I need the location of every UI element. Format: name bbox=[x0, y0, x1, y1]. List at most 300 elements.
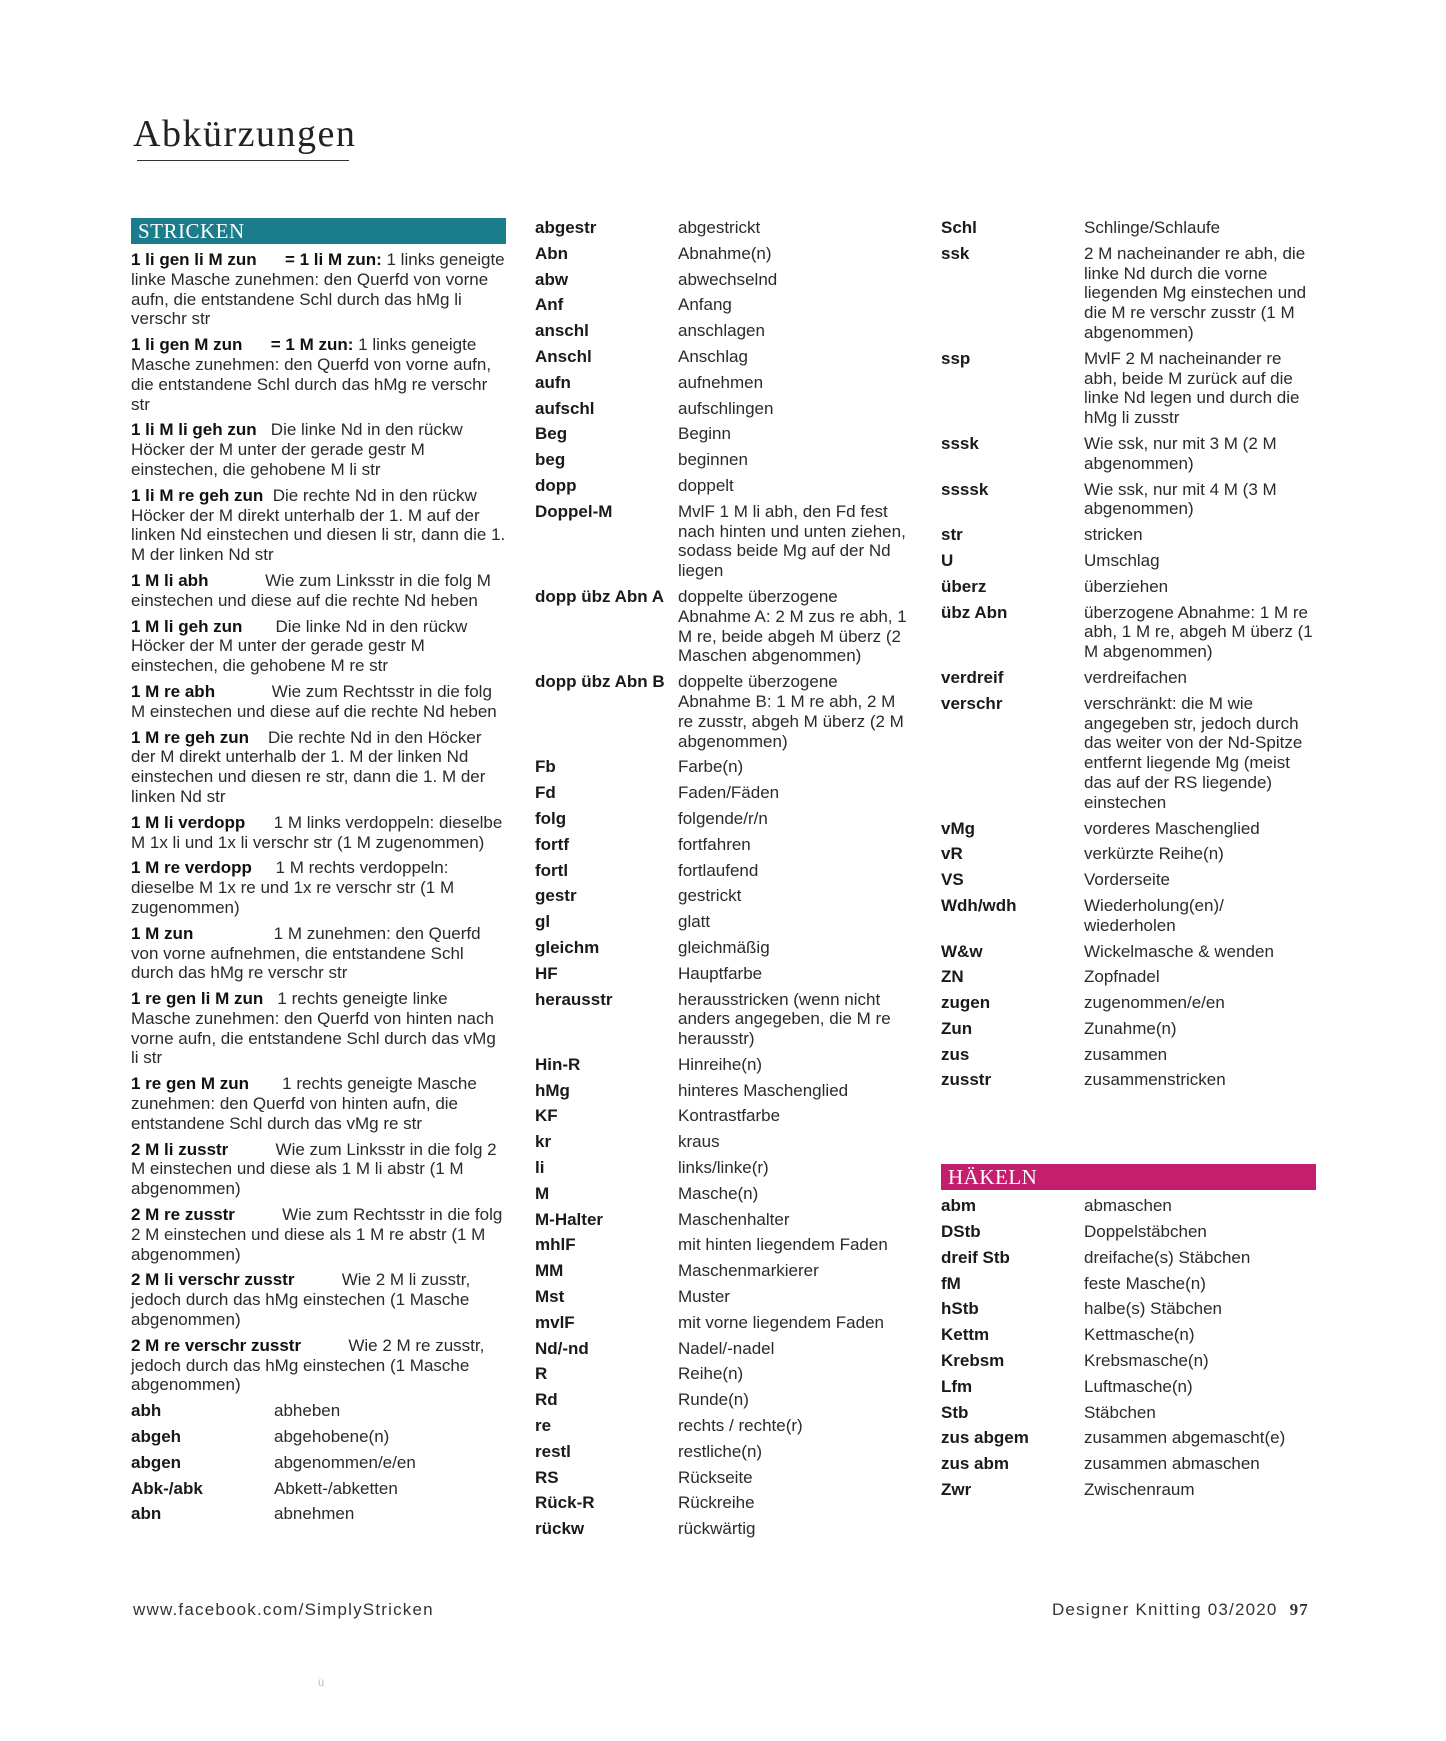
abbreviation-entry bbox=[941, 1325, 1316, 1345]
abbreviation-entry bbox=[535, 295, 910, 315]
abbreviation-term: Rück-R bbox=[535, 1493, 595, 1513]
abbreviation-term: verdreif bbox=[941, 667, 1004, 687]
abbreviation-definition: MvlF 2 M nacheinander re abh, beide M zurück auf die linke Nd legen und durch die hMg li zusstr bbox=[1084, 348, 1300, 428]
abbreviation-entry bbox=[535, 1210, 910, 1230]
abbreviation-definition: verkürzte Reihe(n) bbox=[1084, 844, 1224, 864]
abbreviation-term: Nd/-nd bbox=[535, 1338, 589, 1358]
abbreviation-entry bbox=[535, 347, 910, 367]
abbreviation-definition: Schlinge/Schlaufe bbox=[1084, 218, 1221, 237]
abbreviation-term: Mst bbox=[535, 1287, 565, 1307]
abbreviation-definition: 1 M zunehmen: den Querfd von vorne aufnehmen, die entstandene Schl durch das hMg re verschr str bbox=[131, 923, 486, 983]
column-1 bbox=[131, 218, 510, 1530]
abbreviation-definition: abgenommen/e/en bbox=[274, 1452, 416, 1472]
stricken-entries-col1 bbox=[131, 1401, 506, 1524]
abbreviation-term: aufschl bbox=[535, 398, 595, 418]
abbreviation-term: Krebsm bbox=[941, 1351, 1005, 1371]
abbreviation-definition: abmaschen bbox=[1084, 1196, 1172, 1216]
abbreviation-entry bbox=[535, 1313, 910, 1333]
abbreviation-definition: links/linke(r) bbox=[678, 1158, 769, 1178]
abbreviation-entry bbox=[535, 964, 910, 984]
abbreviation-term: zus abm bbox=[941, 1454, 1010, 1474]
abbreviation-definition: abheben bbox=[274, 1401, 341, 1421]
title-underline bbox=[137, 160, 349, 161]
abbreviation-definition: Muster bbox=[678, 1287, 730, 1307]
abbreviation-definition: halbe(s) Stäbchen bbox=[1084, 1299, 1222, 1319]
abbreviation-definition: feste Masche(n) bbox=[1084, 1273, 1206, 1293]
abbreviation-definition: Hinreihe(n) bbox=[678, 1054, 763, 1074]
abbreviation-definition: zusammen abgemascht(e) bbox=[1084, 1428, 1286, 1448]
abbreviation-definition: glatt bbox=[678, 912, 711, 932]
abbreviation-definition: Zunahme(n) bbox=[1084, 1018, 1177, 1038]
abbreviation-definition: Die linke Nd in den rückw Höcker der M unter der gerade gestr M einstechen, die gehobene M re str bbox=[131, 616, 473, 676]
abbreviation-definition: Stäbchen bbox=[1084, 1402, 1156, 1422]
abbreviation-definition: überziehen bbox=[1084, 576, 1169, 596]
abbreviation-definition: Wie zum Linksstr in die folg 2 M einstechen und diese als 1 M li abstr (1 M abgenommen) bbox=[131, 1139, 502, 1199]
abbreviation-entry bbox=[535, 1158, 910, 1178]
abbreviation-entry bbox=[535, 399, 910, 419]
abbreviation-definition: Luftmasche(n) bbox=[1084, 1376, 1193, 1396]
abbreviation-definition: restliche(n) bbox=[678, 1441, 763, 1461]
abbreviation-definition: Nadel/-nadel bbox=[678, 1338, 775, 1358]
abbreviation-definition: fortlaufend bbox=[678, 860, 759, 880]
abbreviation-entry bbox=[535, 912, 910, 932]
abbreviation-paragraph bbox=[131, 250, 510, 329]
abbreviation-entry bbox=[941, 1274, 1316, 1294]
abbreviation-definition: Krebsmasche(n) bbox=[1084, 1351, 1209, 1371]
abbreviation-definition: stricken bbox=[1084, 525, 1143, 545]
abbreviation-term: str bbox=[941, 525, 963, 545]
abbreviation-entry bbox=[131, 1401, 506, 1421]
abbreviation-term: 1 M li verdopp bbox=[131, 812, 246, 832]
abbreviation-term: Anschl bbox=[535, 346, 592, 366]
abbreviation-term: abw bbox=[535, 269, 569, 289]
abbreviation-definition: 1 links geneigte Masche zunehmen: den Querfd von vorne aufn, die entstandene Schl durch das hMg re verschr str bbox=[131, 335, 496, 414]
abbreviation-entry bbox=[535, 450, 910, 470]
abbreviation-entry bbox=[535, 1339, 910, 1359]
abbreviation-entry bbox=[941, 870, 1316, 890]
footer-magazine bbox=[1052, 1600, 1309, 1620]
abbreviation-definition: gestrickt bbox=[678, 886, 742, 906]
abbreviation-term: 1 M re abh bbox=[131, 681, 216, 701]
abbreviation-term: zugen bbox=[941, 993, 991, 1013]
abbreviation-term: W&w bbox=[941, 941, 983, 961]
abbreviation-term: mhlF bbox=[535, 1235, 576, 1255]
abbreviation-term: ZN bbox=[941, 967, 964, 987]
abbreviation-term: sssk bbox=[941, 433, 979, 453]
abbreviation-term: 1 re gen M zun bbox=[131, 1074, 250, 1094]
abbreviation-entry bbox=[941, 1351, 1316, 1371]
abbreviation-definition: rechts / rechte(r) bbox=[678, 1416, 803, 1436]
abbreviation-term: M-Halter bbox=[535, 1209, 604, 1229]
abbreviation-term: 1 li gen li M zun = 1 li M zun: bbox=[131, 250, 382, 269]
abbreviation-entry bbox=[535, 783, 910, 803]
abbreviation-entry bbox=[941, 1299, 1316, 1319]
abbreviation-entry bbox=[941, 577, 1316, 597]
abbreviation-entry bbox=[535, 1055, 910, 1075]
abbreviation-term: Beg bbox=[535, 424, 568, 444]
abbreviation-term: Hin-R bbox=[535, 1054, 581, 1074]
abbreviation-definition: Reihe(n) bbox=[678, 1364, 744, 1384]
abbreviation-definition: mit vorne liegendem Faden bbox=[678, 1312, 885, 1332]
abbreviation-definition: kraus bbox=[678, 1132, 720, 1152]
abbreviation-term: 1 M re geh zun bbox=[131, 727, 250, 747]
abbreviation-entry bbox=[535, 270, 910, 290]
abbreviation-term: 1 li M li geh zun bbox=[131, 420, 257, 440]
abbreviation-entry bbox=[535, 1468, 910, 1488]
abbreviation-entry bbox=[941, 349, 1316, 428]
footer-magazine-name: Designer Knitting 03/2020 bbox=[1051, 1600, 1278, 1619]
section-spacer bbox=[941, 1096, 1316, 1164]
abbreviation-entry bbox=[535, 1184, 910, 1204]
abbreviation-entry bbox=[535, 990, 910, 1049]
abbreviation-term: kr bbox=[535, 1132, 552, 1152]
abbreviation-definition: dreifache(s) Stäbchen bbox=[1084, 1247, 1251, 1267]
abbreviation-term: Schl bbox=[941, 218, 977, 237]
abbreviation-definition: abwechselnd bbox=[678, 269, 778, 289]
abbreviation-entry bbox=[535, 886, 910, 906]
abbreviation-term: Zwr bbox=[941, 1480, 972, 1500]
abbreviation-term: zus bbox=[941, 1044, 970, 1064]
abbreviation-definition: 1 M links verdoppeln: dieselbe M 1x li und 1x li verschr str (1 M zugenommen) bbox=[131, 812, 508, 852]
abbreviation-entry bbox=[941, 1222, 1316, 1242]
abbreviation-term: Wdh/wdh bbox=[941, 895, 1017, 915]
abbreviation-entry bbox=[535, 1287, 910, 1307]
abbreviation-entry bbox=[941, 1403, 1316, 1423]
abbreviation-entry bbox=[535, 321, 910, 341]
abbreviation-definition: Wie 2 M li zusstr, jedoch durch das hMg einstechen (1 Masche abgenommen) bbox=[131, 1270, 475, 1330]
abbreviation-term: Zun bbox=[941, 1018, 973, 1038]
abbreviation-entry bbox=[535, 373, 910, 393]
abbreviation-definition: fortfahren bbox=[678, 834, 751, 854]
column-3 bbox=[941, 218, 1316, 1506]
section-header-stricken: STRICKEN bbox=[131, 218, 506, 244]
abbreviation-term: zusstr bbox=[941, 1070, 992, 1090]
abbreviation-term: vMg bbox=[941, 818, 975, 838]
abbreviation-definition: Wie zum Rechtsstr in die folg 2 M einstechen und diese als 1 M re abstr (1 M abgenommen) bbox=[131, 1205, 508, 1264]
abbreviation-term: abm bbox=[941, 1196, 976, 1216]
abbreviation-term: fortf bbox=[535, 834, 569, 854]
abbreviation-definition: doppelt bbox=[678, 475, 734, 495]
abbreviation-definition: zusammen abmaschen bbox=[1084, 1454, 1260, 1474]
abbreviation-term: hStb bbox=[941, 1299, 979, 1319]
abbreviation-entry bbox=[535, 476, 910, 496]
abbreviation-definition: Anschlag bbox=[678, 346, 748, 366]
abbreviation-term: 2 M li verschr zusstr bbox=[131, 1270, 295, 1290]
abbreviation-term: U bbox=[941, 550, 954, 570]
abbreviation-definition: aufnehmen bbox=[678, 372, 764, 392]
abbreviation-term: vR bbox=[941, 844, 963, 864]
abbreviation-definition: 1 links geneigte linke Masche zunehmen: den Querfd von vorne aufn, die entstandene Schl durch das hMg li verschr str bbox=[131, 250, 510, 329]
abbreviation-term: 1 li gen M zun = 1 M zun: bbox=[131, 335, 354, 355]
abbreviation-definition: doppelte überzogene Abnahme B: 1 M re abh, 2 M re zusstr, abgeh M überz (2 M abgenommen) bbox=[678, 672, 904, 751]
abbreviation-entry bbox=[941, 694, 1316, 813]
abbreviation-term: dopp bbox=[535, 475, 577, 495]
abbreviation-entry bbox=[535, 1416, 910, 1436]
abbreviation-entry bbox=[941, 1248, 1316, 1268]
abbreviation-term: abh bbox=[131, 1401, 162, 1421]
abbreviation-definition: Runde(n) bbox=[678, 1390, 749, 1410]
abbreviation-term: re bbox=[535, 1416, 552, 1436]
abbreviation-paragraph bbox=[131, 728, 506, 807]
abbreviation-definition: Rückseite bbox=[678, 1467, 753, 1487]
abbreviation-definition: Wiederholung(en)/ wiederholen bbox=[1084, 895, 1224, 935]
abbreviation-term: abgen bbox=[131, 1452, 182, 1472]
abbreviation-term: 1 re gen li M zun bbox=[131, 989, 264, 1009]
abbreviation-entry bbox=[535, 672, 910, 751]
abbreviation-paragraph bbox=[131, 571, 506, 611]
abbreviation-definition: Zopfnadel bbox=[1084, 967, 1160, 987]
abbreviation-entry bbox=[535, 1235, 910, 1255]
abbreviation-definition: anschlagen bbox=[678, 321, 765, 341]
abbreviation-definition: verdreifachen bbox=[1084, 667, 1188, 687]
abbreviation-definition: Doppelstäbchen bbox=[1084, 1222, 1207, 1242]
abbreviation-term: dopp übz Abn B bbox=[535, 672, 665, 692]
abbreviation-term: li bbox=[535, 1158, 545, 1178]
abbreviation-entry bbox=[941, 1377, 1316, 1397]
abbreviation-term: HF bbox=[535, 963, 558, 983]
abbreviation-term: Lfm bbox=[941, 1376, 973, 1396]
abbreviation-definition: Abnahme(n) bbox=[678, 243, 772, 263]
abbreviation-entry bbox=[941, 1196, 1316, 1216]
abbreviation-entry bbox=[535, 1106, 910, 1126]
abbreviation-term: fortl bbox=[535, 860, 569, 880]
abbreviation-term: zus abgem bbox=[941, 1428, 1029, 1448]
abbreviation-definition: Kettmasche(n) bbox=[1084, 1325, 1195, 1345]
abbreviation-definition: Hauptfarbe bbox=[678, 963, 763, 983]
abbreviation-entry bbox=[941, 844, 1316, 864]
abbreviation-definition: Wie ssk, nur mit 3 M (2 M abgenommen) bbox=[1084, 433, 1277, 473]
abbreviation-paragraph bbox=[131, 335, 506, 414]
abbreviation-term: dopp übz Abn A bbox=[535, 586, 665, 606]
abbreviation-term: gestr bbox=[535, 886, 577, 906]
abbreviation-paragraph bbox=[131, 682, 506, 722]
abbreviation-term: Abn bbox=[535, 243, 569, 263]
abbreviation-definition: Kontrastfarbe bbox=[678, 1106, 781, 1126]
abbreviation-entry bbox=[131, 1504, 506, 1524]
abbreviation-term: mvlF bbox=[535, 1312, 575, 1332]
abbreviation-term: 1 M re verdopp bbox=[131, 858, 252, 878]
abbreviation-definition: zusammenstricken bbox=[1084, 1070, 1226, 1090]
abbreviation-definition: beginnen bbox=[678, 450, 748, 470]
abbreviation-term: aufn bbox=[535, 372, 571, 392]
abbreviation-definition: Die rechte Nd in den Höcker der M direkt unterhalb der 1. M der linken Nd einstechen und diesen re str, dann die 1. M der linken Nd str bbox=[131, 727, 491, 806]
abbreviation-entry bbox=[535, 218, 910, 238]
abbreviation-definition: aufschlingen bbox=[678, 398, 774, 418]
abbreviation-term: ssp bbox=[941, 348, 971, 368]
abbreviation-entry bbox=[941, 434, 1316, 474]
abbreviation-entry bbox=[535, 835, 910, 855]
abbreviation-term: hMg bbox=[535, 1080, 570, 1100]
abbreviation-term: 1 M li geh zun bbox=[131, 616, 243, 636]
abbreviation-term: RS bbox=[535, 1467, 559, 1487]
abbreviation-term: MM bbox=[535, 1261, 564, 1281]
abbreviation-definition: folgende/r/n bbox=[678, 808, 768, 828]
abbreviation-term: abgeh bbox=[131, 1427, 182, 1447]
abbreviation-entry bbox=[535, 1493, 910, 1513]
abbreviation-paragraph bbox=[131, 989, 506, 1068]
abbreviation-entry bbox=[535, 938, 910, 958]
abbreviation-entry bbox=[941, 1454, 1316, 1474]
abbreviation-definition: Masche(n) bbox=[678, 1183, 759, 1203]
abbreviation-entry bbox=[941, 603, 1316, 662]
abbreviation-term: gleichm bbox=[535, 937, 600, 957]
abbreviation-term: überz bbox=[941, 576, 987, 596]
abbreviation-definition: Zwischenraum bbox=[1084, 1480, 1195, 1500]
abbreviation-definition: abnehmen bbox=[274, 1504, 355, 1524]
abbreviation-term: verschr bbox=[941, 693, 1003, 713]
abbreviation-definition: hinteres Maschenglied bbox=[678, 1080, 849, 1100]
abbreviation-entry bbox=[941, 525, 1316, 545]
abbreviation-definition: Umschlag bbox=[1084, 550, 1160, 570]
abbreviation-term: restl bbox=[535, 1441, 571, 1461]
abbreviation-entry bbox=[941, 668, 1316, 688]
abbreviation-term: dreif Stb bbox=[941, 1247, 1010, 1267]
stray-mark: ü bbox=[318, 1677, 325, 1689]
abbreviation-entry bbox=[131, 1479, 506, 1499]
abbreviation-term: Doppel-M bbox=[535, 501, 613, 521]
abbreviation-entry bbox=[941, 967, 1316, 987]
abbreviation-entry bbox=[131, 1427, 506, 1447]
abbreviation-definition: Wie ssk, nur mit 4 M (3 M abgenommen) bbox=[1084, 479, 1277, 519]
abbreviation-term: herausstr bbox=[535, 989, 613, 1009]
section-header-haekeln: HÄKELN bbox=[941, 1164, 1316, 1190]
abbreviation-paragraph bbox=[131, 924, 506, 983]
abbreviation-definition: verschränkt: die M wie angegeben str, jedoch durch das weiter von der Nd-Spitze entfernt liegende Mg (meist das auf der RS liegende) einstechen bbox=[1084, 693, 1303, 812]
abbreviation-definition: doppelte überzogene Abnahme A: 2 M zus re abh, 1 M re, beide abgeh M überz (2 Maschen abgenommen) bbox=[678, 586, 907, 666]
abbreviation-entry bbox=[535, 1081, 910, 1101]
abbreviation-definition: herausstricken (wenn nicht anders angegeben, die M re herausstr) bbox=[678, 989, 891, 1049]
abbreviation-paragraph bbox=[131, 1270, 506, 1329]
abbreviation-term: 2 M re verschr zusstr bbox=[131, 1335, 302, 1355]
abbreviation-definition: zusammen bbox=[1084, 1044, 1168, 1064]
abbreviation-entry bbox=[941, 1480, 1316, 1500]
abbreviation-term: anschl bbox=[535, 321, 589, 341]
abbreviation-term: Stb bbox=[941, 1402, 969, 1422]
abbreviation-entry bbox=[535, 1390, 910, 1410]
abbreviation-entry bbox=[535, 587, 910, 666]
abbreviation-definition: Maschenhalter bbox=[678, 1209, 790, 1229]
abbreviation-definition: Abkett-/abketten bbox=[274, 1478, 398, 1498]
abbreviation-term: 1 li M re geh zun bbox=[131, 485, 264, 505]
abbreviation-paragraph bbox=[131, 420, 506, 479]
abbreviation-definition: mit hinten liegendem Faden bbox=[678, 1235, 888, 1255]
abbreviation-entry bbox=[535, 1261, 910, 1281]
abbreviation-definition: zugenommen/e/en bbox=[1084, 993, 1225, 1013]
stricken-paragraphs bbox=[131, 250, 510, 1395]
abbreviation-definition: Vorderseite bbox=[1084, 870, 1170, 890]
abbreviation-paragraph bbox=[131, 1074, 506, 1133]
abbreviation-term: rückw bbox=[535, 1519, 585, 1539]
stricken-entries-col2 bbox=[535, 218, 910, 1539]
abbreviation-definition: Faden/Fäden bbox=[678, 783, 780, 803]
abbreviation-definition: überzogene Abnahme: 1 M re abh, 1 M re, abgeh M überz (1 M abgenommen) bbox=[1084, 602, 1313, 662]
abbreviation-term: Rd bbox=[535, 1390, 558, 1410]
abbreviation-entry bbox=[535, 244, 910, 264]
abbreviation-entry bbox=[535, 1132, 910, 1152]
abbreviation-definition: Anfang bbox=[678, 295, 732, 315]
abbreviation-paragraph bbox=[131, 1336, 506, 1395]
abbreviation-term: abgestr bbox=[535, 218, 597, 237]
abbreviation-term: DStb bbox=[941, 1222, 981, 1242]
abbreviation-definition: Die linke Nd in den rückw Höcker der M unter der gerade gestr M einstechen, die gehobene M li str bbox=[131, 420, 468, 479]
abbreviation-term: übz Abn bbox=[941, 602, 1008, 622]
abbreviation-entry bbox=[941, 942, 1316, 962]
abbreviation-entry bbox=[535, 1364, 910, 1384]
abbreviation-paragraph bbox=[131, 1205, 506, 1264]
abbreviation-entry bbox=[941, 1070, 1316, 1090]
abbreviation-definition: Wie zum Rechtsstr in die folg M einstechen und diese auf die rechte Nd heben bbox=[131, 681, 497, 721]
abbreviation-term: Fd bbox=[535, 783, 556, 803]
abbreviation-entry bbox=[535, 809, 910, 829]
abbreviation-definition: abgestrickt bbox=[678, 218, 761, 237]
abbreviation-entry bbox=[941, 218, 1316, 238]
abbreviation-term: ssssk bbox=[941, 479, 989, 499]
abbreviation-entry bbox=[535, 1519, 910, 1539]
abbreviation-definition: Wickelmasche & wenden bbox=[1084, 941, 1274, 961]
column-2 bbox=[535, 218, 910, 1545]
abbreviation-term: 2 M re zusstr bbox=[131, 1205, 235, 1225]
abbreviation-entry bbox=[941, 480, 1316, 520]
abbreviation-definition: gleichmäßig bbox=[678, 937, 770, 957]
abbreviation-definition: Beginn bbox=[678, 424, 731, 444]
abbreviation-term: Fb bbox=[535, 757, 556, 777]
abbreviation-definition: rückwärtig bbox=[678, 1519, 756, 1539]
abbreviation-entry bbox=[941, 1045, 1316, 1065]
abbreviation-entry bbox=[535, 502, 910, 581]
abbreviation-term: abn bbox=[131, 1504, 162, 1524]
abbreviation-paragraph bbox=[131, 1140, 506, 1199]
abbreviation-entry bbox=[535, 424, 910, 444]
abbreviation-entry bbox=[941, 819, 1316, 839]
abbreviation-paragraph bbox=[131, 858, 506, 917]
abbreviation-term: 1 M li abh bbox=[131, 570, 209, 590]
abbreviation-term: M bbox=[535, 1183, 550, 1203]
page-number: 97 bbox=[1289, 1600, 1309, 1619]
abbreviation-term: gl bbox=[535, 912, 551, 932]
abbreviation-entry bbox=[535, 757, 910, 777]
abbreviation-term: fM bbox=[941, 1273, 961, 1293]
abbreviation-definition: 1 rechts geneigte Masche zunehmen: den Querfd von hinten aufn, die entstandene Schl durch das vMg re str bbox=[131, 1074, 482, 1133]
abbreviation-definition: vorderes Maschenglied bbox=[1084, 818, 1260, 838]
abbreviation-definition: 1 rechts geneigte linke Masche zunehmen: den Querfd von hinten nach vorne aufn, die entstandene Schl durch das vMg li str bbox=[131, 989, 501, 1068]
abbreviation-definition: 2 M nacheinander re abh, die linke Nd durch die vorne liegenden Mg einstechen und die M re verschr zusstr (1 M abgenommen) bbox=[1084, 243, 1307, 342]
abbreviation-term: folg bbox=[535, 808, 567, 828]
abbreviation-entry bbox=[941, 244, 1316, 343]
abbreviation-entry bbox=[941, 993, 1316, 1013]
abbreviation-entry bbox=[941, 1019, 1316, 1039]
abbreviation-definition: Wie zum Linksstr in die folg M einstechen und diese auf die rechte Nd heben bbox=[131, 570, 496, 610]
abbreviation-term: KF bbox=[535, 1106, 558, 1126]
haekeln-entries bbox=[941, 1196, 1316, 1500]
abbreviation-paragraph bbox=[131, 485, 510, 565]
abbreviation-term: VS bbox=[941, 870, 964, 890]
abbreviation-term: R bbox=[535, 1364, 548, 1384]
abbreviation-entry bbox=[941, 1428, 1316, 1448]
abbreviation-entry bbox=[131, 1453, 506, 1473]
abbreviation-entry bbox=[535, 1442, 910, 1462]
abbreviation-term: Abk-/abk bbox=[131, 1478, 203, 1498]
abbreviation-definition: Die rechte Nd in den rückw Höcker der M direkt unterhalb der 1. M auf der linken Nd einstechen und diesen li str, dann die 1. M der linken Nd str bbox=[131, 485, 510, 565]
abbreviation-term: 2 M li zusstr bbox=[131, 1139, 229, 1159]
footer-url[interactable]: www.facebook.com/SimplyStricken bbox=[133, 1600, 434, 1619]
abbreviation-entry bbox=[535, 861, 910, 881]
abbreviation-term: beg bbox=[535, 450, 566, 470]
abbreviation-definition: Rückreihe bbox=[678, 1493, 755, 1513]
abbreviation-paragraph bbox=[131, 617, 506, 676]
abbreviation-definition: abgehobene(n) bbox=[274, 1427, 390, 1447]
stricken-entries-col3 bbox=[941, 218, 1316, 1090]
abbreviation-definition: Wie 2 M re zusstr, jedoch durch das hMg einstechen (1 Masche abgenommen) bbox=[131, 1335, 490, 1395]
